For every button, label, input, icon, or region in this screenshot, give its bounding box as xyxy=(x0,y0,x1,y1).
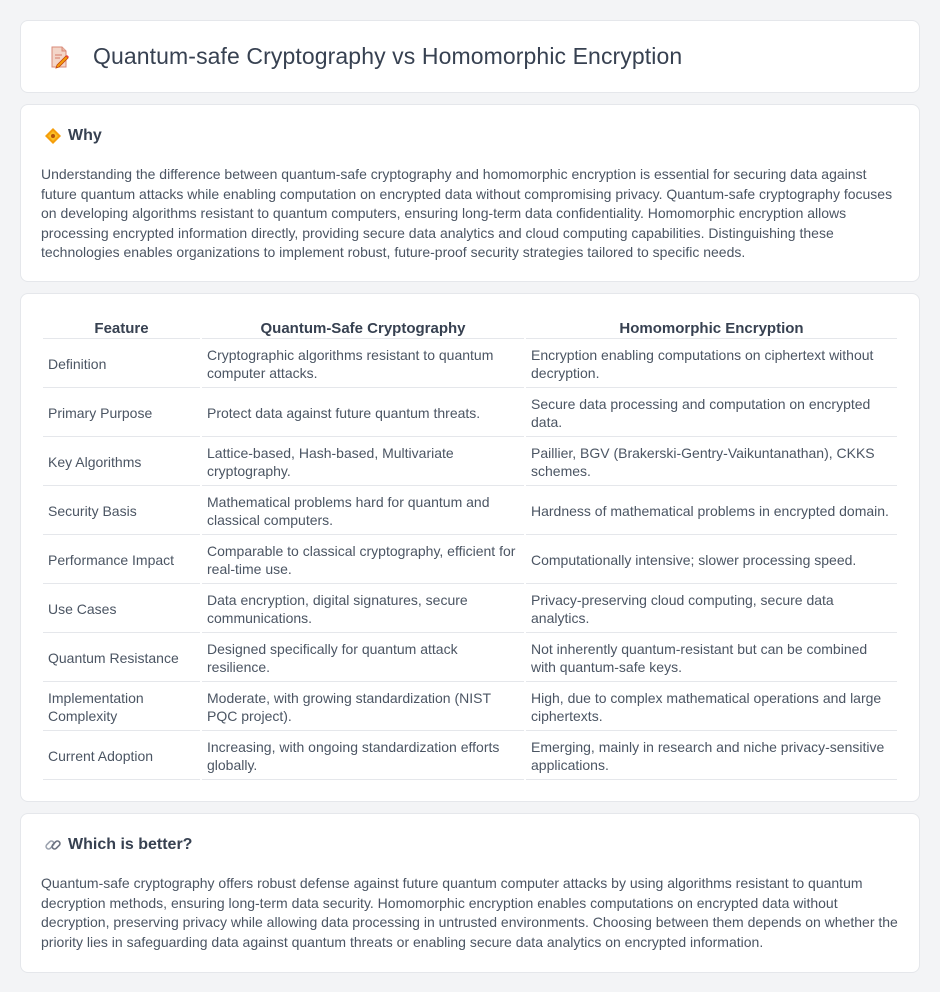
document-edit-icon xyxy=(47,45,71,69)
feature-cell: Definition xyxy=(43,341,200,388)
table-row xyxy=(43,390,897,437)
link-icon xyxy=(44,836,62,854)
better-title: Which is better? xyxy=(68,836,193,853)
table-row xyxy=(43,488,897,535)
quantum-safe-cell: Lattice-based, Hash-based, Multivariate cryptography. xyxy=(202,439,524,486)
table-row xyxy=(43,733,897,780)
homomorphic-cell: Not inherently quantum-resistant but can be combined with quantum-safe keys. xyxy=(526,635,897,682)
quantum-safe-cell: Mathematical problems hard for quantum and classical computers. xyxy=(202,488,524,535)
comparison-card xyxy=(20,293,920,802)
quantum-safe-cell: Protect data against future quantum threats. xyxy=(202,390,524,437)
title-card xyxy=(20,20,920,93)
table-row xyxy=(43,537,897,584)
feature-cell: Current Adoption xyxy=(43,733,200,780)
better-heading xyxy=(44,836,899,854)
why-heading xyxy=(44,127,899,145)
comparison-table xyxy=(41,314,899,782)
feature-cell: Key Algorithms xyxy=(43,439,200,486)
header-quantum-safe: Quantum-Safe Cryptography xyxy=(202,316,524,339)
page-title: Quantum-safe Cryptography vs Homomorphic Encryption xyxy=(93,43,683,69)
quantum-safe-cell: Increasing, with ongoing standardization efforts globally. xyxy=(202,733,524,780)
why-title: Why xyxy=(68,127,102,144)
table-row xyxy=(43,439,897,486)
table-row xyxy=(43,635,897,682)
quantum-safe-cell: Comparable to classical cryptography, efficient for real-time use. xyxy=(202,537,524,584)
homomorphic-cell: Computationally intensive; slower processing speed. xyxy=(526,537,897,584)
diamond-icon xyxy=(44,127,62,145)
feature-cell: Security Basis xyxy=(43,488,200,535)
homomorphic-cell: Secure data processing and computation on encrypted data. xyxy=(526,390,897,437)
feature-cell: Implementation Complexity xyxy=(43,684,200,731)
table-row xyxy=(43,684,897,731)
homomorphic-cell: Emerging, mainly in research and niche privacy-sensitive applications. xyxy=(526,733,897,780)
homomorphic-cell: Hardness of mathematical problems in encrypted domain. xyxy=(526,488,897,535)
table-row xyxy=(43,341,897,388)
homomorphic-cell: Privacy-preserving cloud computing, secure data analytics. xyxy=(526,586,897,633)
homomorphic-cell: High, due to complex mathematical operations and large ciphertexts. xyxy=(526,684,897,731)
header-feature: Feature xyxy=(43,316,200,339)
feature-cell: Quantum Resistance xyxy=(43,635,200,682)
why-text: Understanding the difference between quantum-safe cryptography and homomorphic encryption is essential for securing data against future quantum attacks while enabling computation on encrypted data without compromising privacy. Quantum-safe cryptography focuses on developing algorithms resistant to quantum computers, ensuring long-term data confidentiality. Homomorphic encryption allows processing encrypted information directly, providing secure data analytics and cloud computing capabilities. Distinguishing these technologies enables organizations to implement robust, future-proof security strategies tailored to specific needs. xyxy=(41,166,893,260)
quantum-safe-cell: Designed specifically for quantum attack resilience. xyxy=(202,635,524,682)
quantum-safe-cell: Cryptographic algorithms resistant to quantum computer attacks. xyxy=(202,341,524,388)
why-section xyxy=(20,104,920,282)
table-header-row xyxy=(43,316,897,339)
better-section xyxy=(20,813,920,973)
homomorphic-cell: Paillier, BGV (Brakerski-Gentry-Vaikuntanathan), CKKS schemes. xyxy=(526,439,897,486)
feature-cell: Performance Impact xyxy=(43,537,200,584)
feature-cell: Use Cases xyxy=(43,586,200,633)
header-homomorphic: Homomorphic Encryption xyxy=(526,316,897,339)
homomorphic-cell: Encryption enabling computations on ciphertext without decryption. xyxy=(526,341,897,388)
quantum-safe-cell: Moderate, with growing standardization (NIST PQC project). xyxy=(202,684,524,731)
table-row xyxy=(43,586,897,633)
feature-cell: Primary Purpose xyxy=(43,390,200,437)
better-text: Quantum-safe cryptography offers robust defense against future quantum computer attacks by using algorithms resistant to quantum decryption methods, ensuring long-term data security. Homomorphic encryption enables computations on encrypted data without decryption, preserving privacy while allowing data processing in untrusted environments. Choosing between them depends on whether the priority lies in safeguarding data against quantum threats or enabling secure data analytics on encrypted information. xyxy=(41,875,898,950)
quantum-safe-cell: Data encryption, digital signatures, secure communications. xyxy=(202,586,524,633)
